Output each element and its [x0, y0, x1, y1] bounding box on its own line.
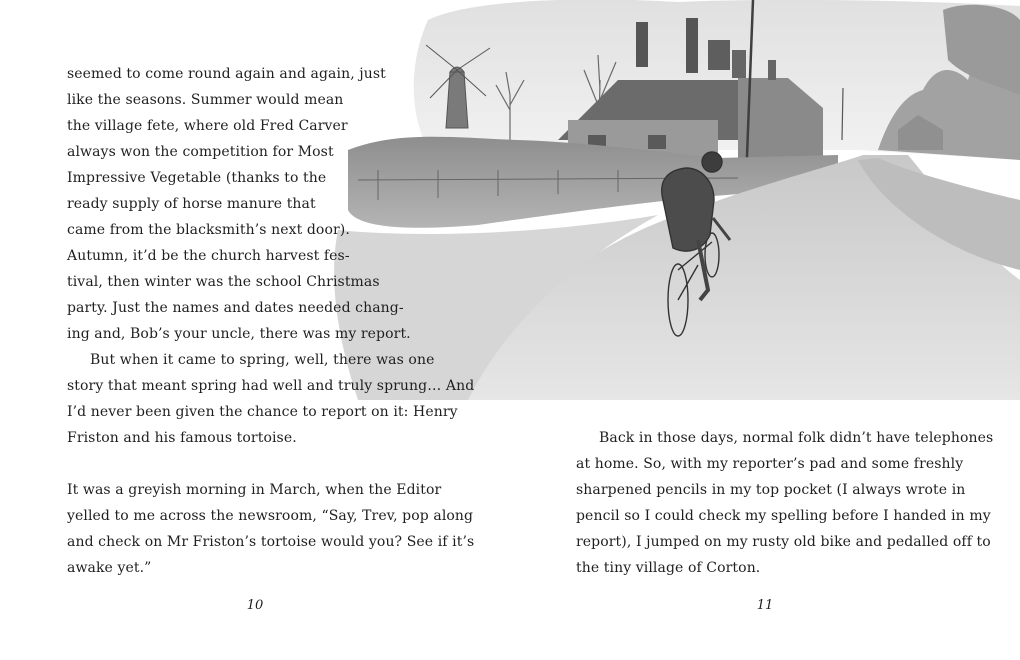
body-line: Impressive Vegetable (thanks to the	[67, 170, 327, 186]
body-line: It was a greyish morning in March, when the Editor	[67, 482, 442, 498]
body-line: But when it came to spring, well, there was one	[90, 352, 435, 368]
body-line: came from the blacksmith’s next door).	[67, 222, 350, 238]
body-line: pencil so I could check my spelling before I handed in my	[576, 508, 991, 524]
body-line: the village fete, where old Fred Carver	[67, 118, 348, 134]
body-line: Autumn, it’d be the church harvest fes-	[67, 248, 350, 264]
body-line: the tiny village of Corton.	[576, 560, 761, 576]
body-line: awake yet.”	[67, 560, 152, 576]
body-line: and check on Mr Friston’s tortoise would you? See if it’s	[67, 534, 475, 550]
right-page	[510, 0, 1020, 660]
body-line: yelled to me across the newsroom, “Say, Trev, pop along	[67, 508, 474, 524]
body-line: report), I jumped on my rusty old bike and pedalled off to	[576, 534, 991, 550]
body-line: I’d never been given the chance to report on it: Henry	[67, 404, 458, 420]
body-line: story that meant spring had well and truly sprung… And	[67, 378, 475, 394]
body-line: party. Just the names and dates needed chang-	[67, 300, 404, 316]
page-number: 10	[246, 598, 264, 613]
page-number: 11	[756, 598, 774, 613]
body-line: ing and, Bob’s your uncle, there was my report.	[67, 326, 411, 342]
body-line: like the seasons. Summer would mean	[67, 92, 344, 108]
body-line: Back in those days, normal folk didn’t have telephones	[599, 430, 994, 446]
body-line: at home. So, with my reporter’s pad and some freshly	[576, 456, 964, 472]
body-line: tival, then winter was the school Christmas	[67, 274, 380, 290]
body-line: ready supply of horse manure that	[67, 196, 316, 212]
body-line: sharpened pencils in my top pocket (I always wrote in	[576, 482, 966, 498]
body-line: always won the competition for Most	[67, 144, 334, 160]
body-line: Friston and his famous tortoise.	[67, 430, 297, 446]
body-line: seemed to come round again and again, just	[67, 66, 386, 82]
